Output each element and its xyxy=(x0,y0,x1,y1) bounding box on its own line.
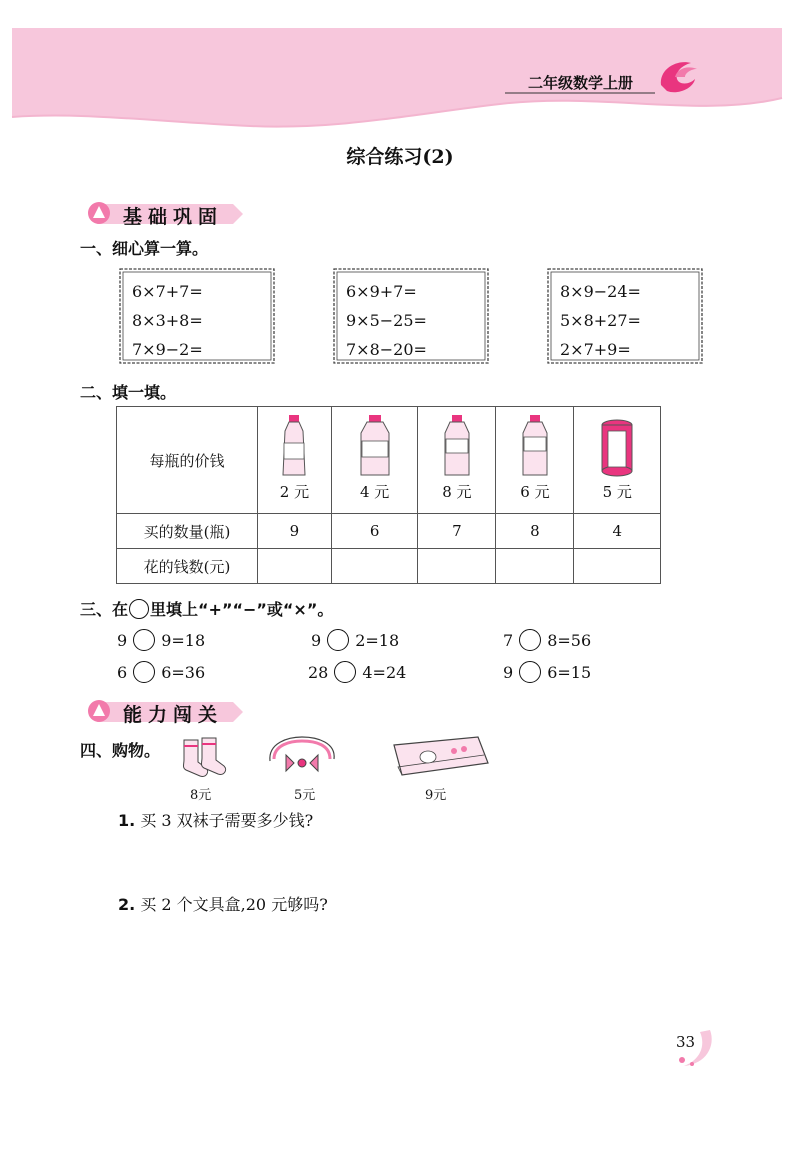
operand: 28 xyxy=(308,663,329,682)
operand-result: 4=24 xyxy=(362,663,407,682)
calc-box-3 xyxy=(546,267,696,359)
qty-cell: 6 xyxy=(331,514,418,549)
equation xyxy=(117,629,205,651)
answer-cell[interactable] xyxy=(574,549,661,584)
bottle-icon xyxy=(517,413,553,479)
equation xyxy=(503,629,591,651)
problem-text: 买 2 个文具盒,20 元够吗? xyxy=(140,895,328,914)
operand-result: 6=15 xyxy=(547,663,592,682)
operator-circle[interactable] xyxy=(519,629,541,651)
row-label-price: 每瓶的价钱 xyxy=(117,407,258,514)
bottle-icon xyxy=(439,413,475,479)
operand: 9 xyxy=(117,631,128,650)
operator-circle[interactable] xyxy=(519,661,541,683)
calc-line: 6×7+7= xyxy=(132,282,203,301)
page-number: 33 xyxy=(676,1033,696,1051)
problem-number: 1. xyxy=(118,811,136,830)
price-label: 9元 xyxy=(425,788,447,803)
operand: 7 xyxy=(503,631,514,650)
row-label-qty: 买的数量(瓶) xyxy=(117,514,258,549)
operator-circle[interactable] xyxy=(133,629,155,651)
title-suffix: 里填上“+”“−”或“×”。 xyxy=(150,600,334,619)
price-label: 5元 xyxy=(294,788,316,803)
qty-cell: 8 xyxy=(496,514,574,549)
calc-line: 5×8+27= xyxy=(560,311,641,330)
qty-cell: 7 xyxy=(418,514,496,549)
headband-icon xyxy=(264,733,340,779)
question-1-title: 一、细心算一算。 xyxy=(80,239,209,258)
equation xyxy=(503,661,591,683)
operand-result: 9=18 xyxy=(161,631,206,650)
title-prefix: 三、在 xyxy=(80,600,129,619)
calc-line: 9×5−25= xyxy=(346,311,427,330)
qty-cell: 4 xyxy=(574,514,661,549)
calc-line: 8×3+8= xyxy=(132,311,203,330)
operand: 6 xyxy=(117,663,128,682)
calc-box-1 xyxy=(118,267,268,359)
page-title: 综合练习(2) xyxy=(346,146,454,168)
calc-line: 7×9−2= xyxy=(132,340,203,359)
bottle-price: 5 元 xyxy=(602,483,632,501)
calc-box-2 xyxy=(332,267,482,359)
operand-result: 2=18 xyxy=(355,631,400,650)
calc-line: 2×7+9= xyxy=(560,340,631,359)
bottle-icon xyxy=(277,413,311,479)
section-banner-ability xyxy=(85,698,245,726)
word-problem-2 xyxy=(118,892,328,915)
calc-line: 6×9+7= xyxy=(346,282,417,301)
operator-circle[interactable] xyxy=(327,629,349,651)
row-label-spent: 花的钱数(元) xyxy=(117,549,258,584)
calc-line: 7×8−20= xyxy=(346,340,427,359)
answer-cell[interactable] xyxy=(331,549,418,584)
bottle-price: 2 元 xyxy=(279,483,310,501)
bottle-cell xyxy=(331,407,418,514)
bottle-price: 6 元 xyxy=(520,483,550,501)
can-icon xyxy=(597,413,637,479)
bottle-cell xyxy=(418,407,496,514)
equation xyxy=(117,661,205,683)
operand: 9 xyxy=(503,663,514,682)
swirl-logo-icon xyxy=(655,55,703,95)
operand-result: 6=36 xyxy=(161,663,206,682)
question-4-title: 四、购物。 xyxy=(80,741,161,760)
problem-text: 买 3 双袜子需要多少钱? xyxy=(140,811,314,830)
answer-cell[interactable] xyxy=(496,549,574,584)
word-problem-1 xyxy=(118,808,313,831)
socks-icon xyxy=(178,736,230,780)
operator-circle[interactable] xyxy=(334,661,356,683)
bottle-cell xyxy=(258,407,332,514)
question-2-title: 二、填一填。 xyxy=(80,383,177,402)
problem-number: 2. xyxy=(118,895,136,914)
banner-label: 能力闯关 xyxy=(123,704,224,726)
bottle-price: 4 元 xyxy=(359,483,390,501)
bottle-cell xyxy=(496,407,574,514)
circle-symbol xyxy=(129,599,149,619)
answer-cell[interactable] xyxy=(258,549,332,584)
bottle-cell xyxy=(574,407,661,514)
operand: 9 xyxy=(311,631,322,650)
calc-line: 8×9−24= xyxy=(560,282,641,301)
banner-label: 基础巩固 xyxy=(123,206,224,228)
grade-title: 二年级数学上册 xyxy=(528,74,634,92)
equation xyxy=(311,629,399,651)
qty-cell: 9 xyxy=(258,514,332,549)
equation xyxy=(308,661,406,683)
price-table xyxy=(116,406,661,584)
price-label: 8元 xyxy=(190,788,212,803)
bottle-price: 8 元 xyxy=(442,483,472,501)
bottle-icon xyxy=(355,413,395,479)
answer-cell[interactable] xyxy=(418,549,496,584)
question-3-title xyxy=(80,597,333,620)
section-banner-basic xyxy=(85,200,245,228)
operand-result: 8=56 xyxy=(547,631,592,650)
operator-circle[interactable] xyxy=(133,661,155,683)
pencil-case-icon xyxy=(388,733,492,779)
